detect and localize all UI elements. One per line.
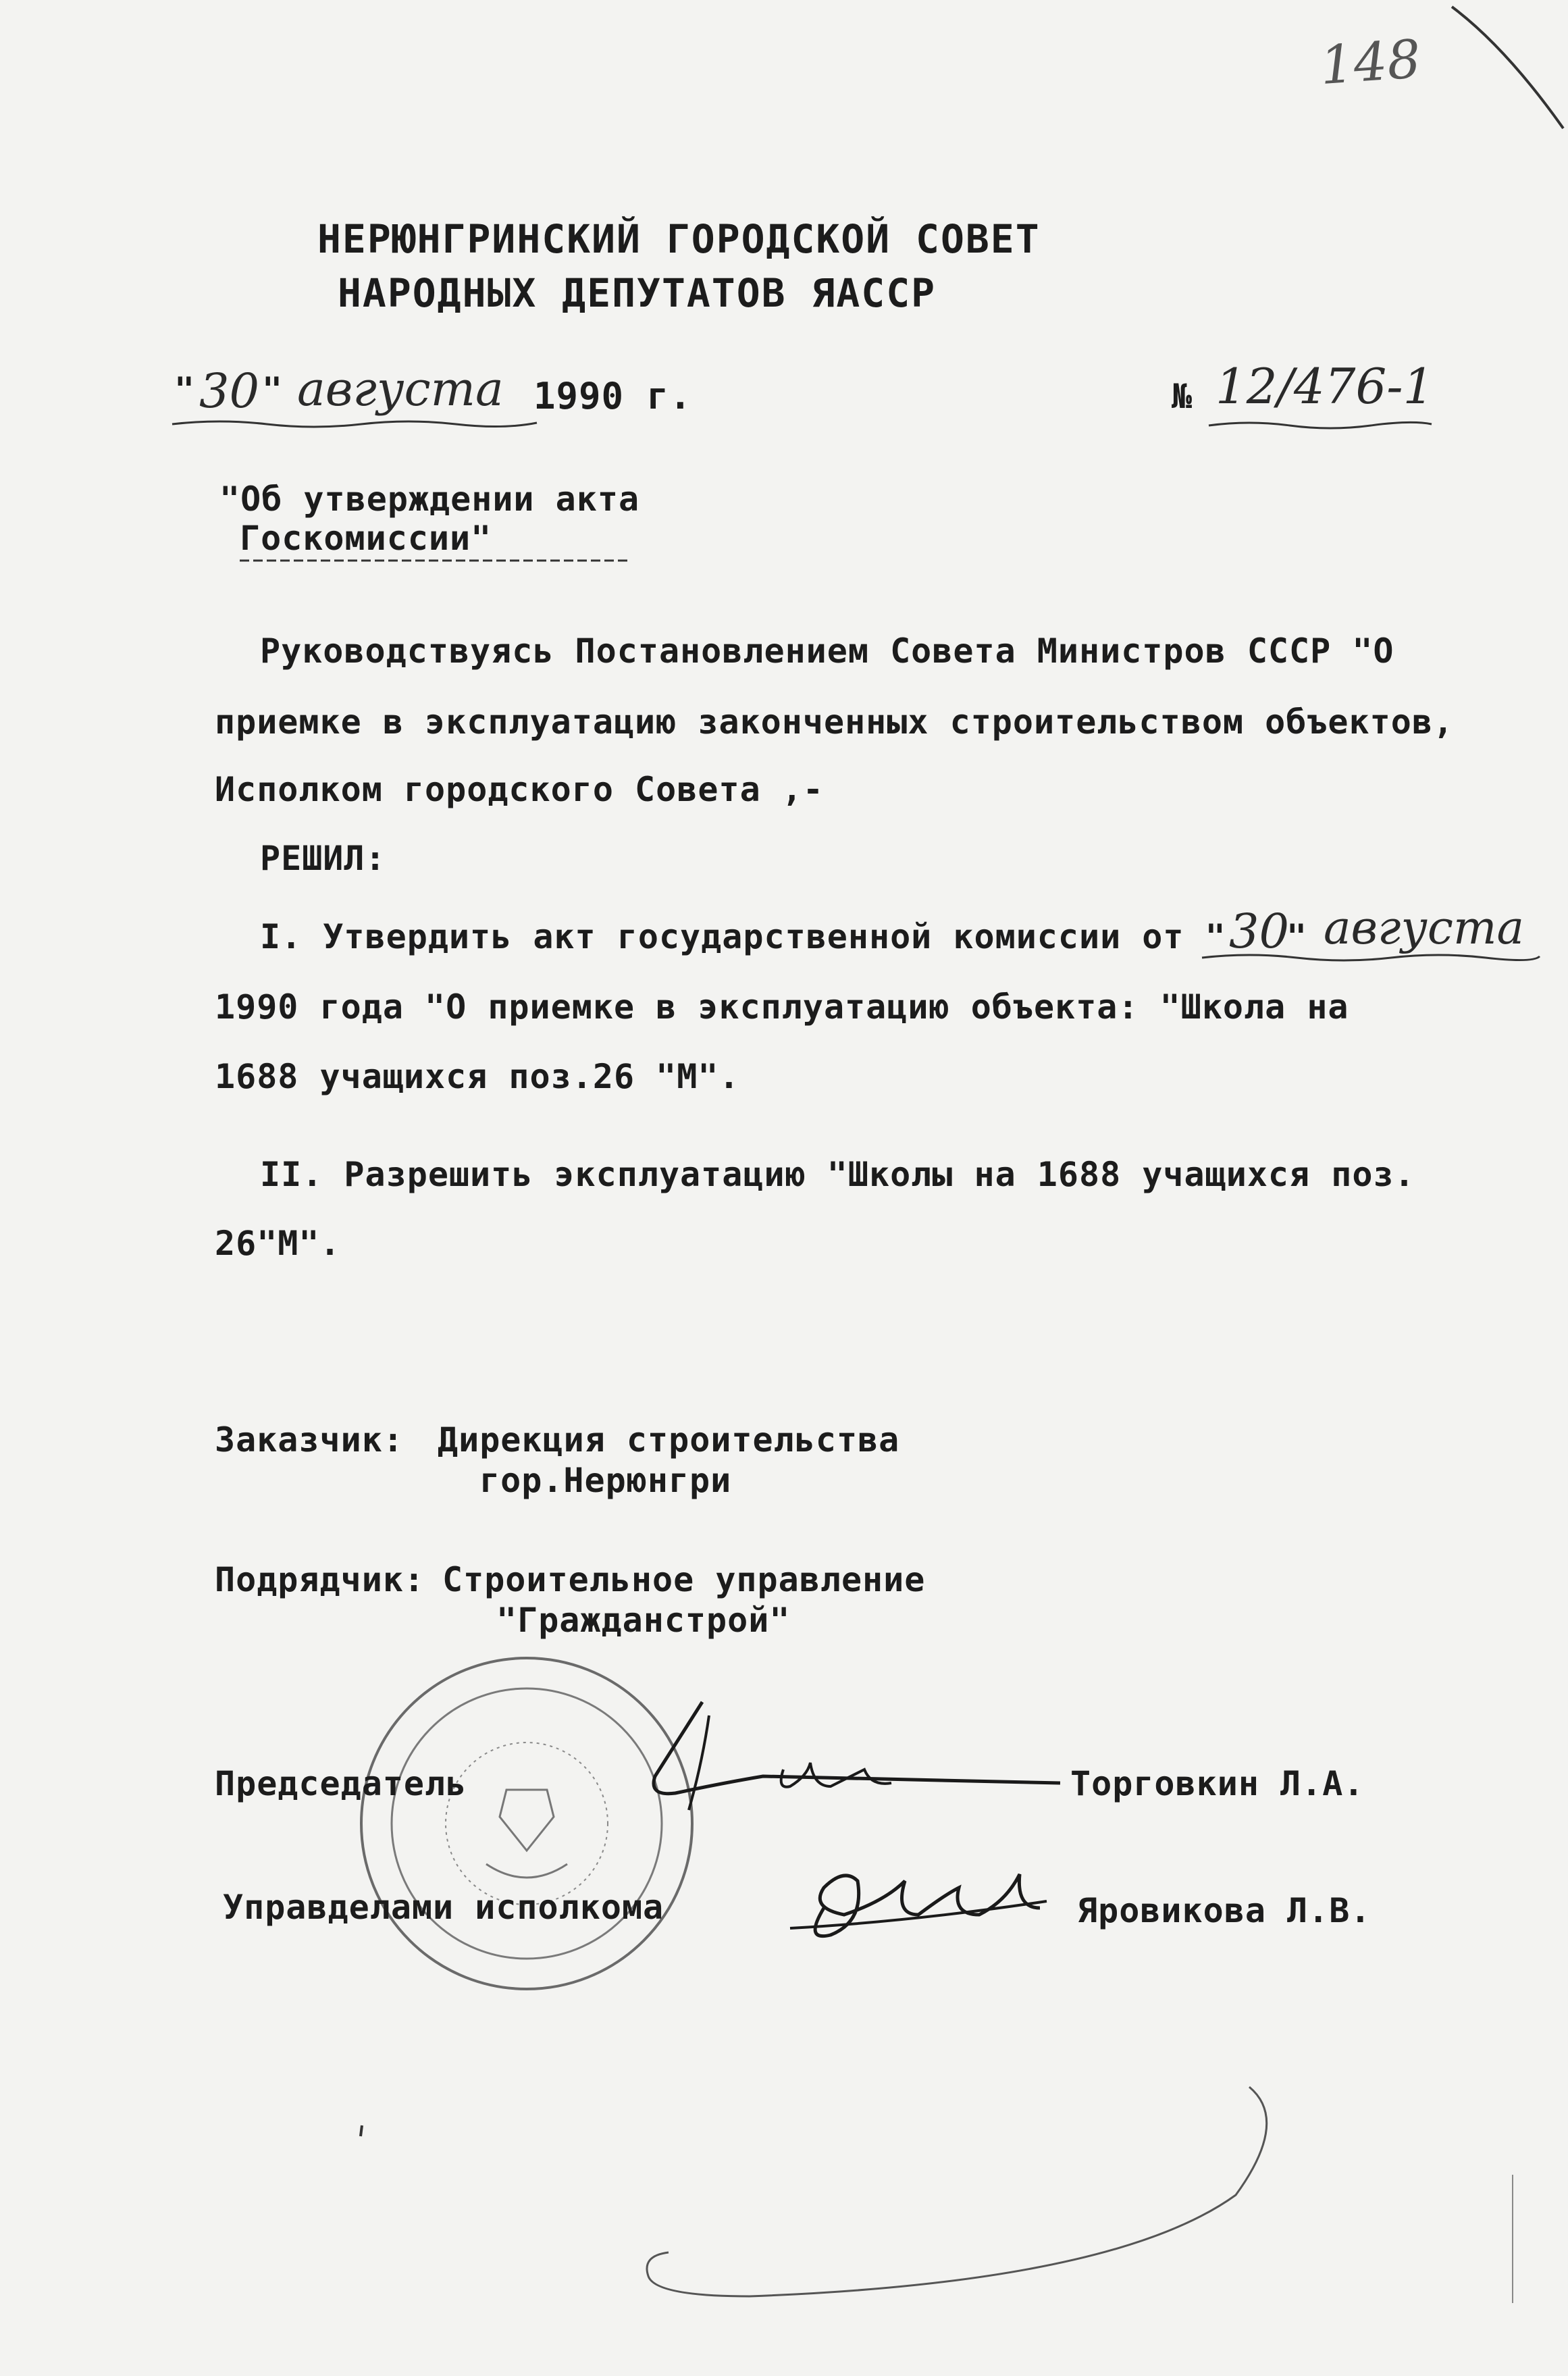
subject-line-2: Госкомиссии" bbox=[240, 519, 492, 558]
item1-day: 30 bbox=[1229, 904, 1290, 959]
customer-line-2: гор.Нерюнгри bbox=[479, 1461, 732, 1500]
date-close-quote: " bbox=[262, 370, 284, 409]
date-year: 1990 г. bbox=[533, 375, 692, 417]
para1-line-3: Исполком городского Совета ,- bbox=[215, 770, 824, 809]
date-month: августа bbox=[297, 361, 504, 417]
decided-heading: РЕШИЛ: bbox=[260, 839, 386, 878]
chairman-name: Торговкин Л.А. bbox=[1070, 1764, 1365, 1803]
manager-label: Управделами исполкома bbox=[223, 1888, 664, 1927]
customer-label: Заказчик: bbox=[215, 1420, 404, 1460]
scan-artifact-dot bbox=[358, 2124, 367, 2138]
contractor-line-1: Строительное управление bbox=[442, 1560, 926, 1599]
manager-signature bbox=[777, 1840, 1060, 1955]
scan-artifact-curve bbox=[642, 2080, 1519, 2303]
item1-line-1: I. Утвердить акт государственной комиссии от " bbox=[260, 917, 1226, 956]
subject-underline bbox=[240, 554, 631, 567]
para1-line-2: приемке в эксплуатацию законченных строительством объектов, bbox=[215, 702, 1455, 742]
date-day: 30 bbox=[199, 363, 260, 419]
item1-line-2: 1990 года "О приемке в эксплуатацию объекта: "Школа на bbox=[215, 987, 1349, 1027]
corner-fold-line bbox=[1452, 0, 1567, 135]
item1-month: августа bbox=[1324, 902, 1525, 955]
manager-name: Яровикова Л.В. bbox=[1077, 1891, 1371, 1930]
para1-line-1: Руководствуясь Постановлением Совета Министров СССР "О bbox=[260, 631, 1394, 671]
item1-line-3: 1688 учащихся поз.26 "М". bbox=[215, 1057, 740, 1096]
contractor-line-2: "Гражданстрой" bbox=[496, 1601, 791, 1640]
subject-line-1: "Об утверждении акта bbox=[219, 480, 640, 519]
item1-date-underline bbox=[1202, 951, 1540, 964]
doc-number-value: 12/476-1 bbox=[1216, 358, 1434, 415]
customer-line-1: Дирекция строительства bbox=[438, 1420, 900, 1460]
doc-number-prefix: № bbox=[1172, 377, 1193, 416]
date-underline bbox=[172, 417, 537, 431]
chairman-label: Председатель bbox=[215, 1764, 467, 1803]
contractor-label: Подрядчик: bbox=[215, 1560, 425, 1599]
chairman-signature bbox=[628, 1675, 1060, 1851]
date-open-quote: " bbox=[174, 370, 196, 409]
header-line-2: НАРОДНЫХ ДЕПУТАТОВ ЯАССР bbox=[338, 270, 937, 316]
item2-line-2: 26"М". bbox=[215, 1224, 341, 1263]
doc-number-underline bbox=[1209, 419, 1432, 432]
item2-line-1: II. Разрешить эксплуатацию "Школы на 1688 учащихся поз. bbox=[260, 1155, 1415, 1194]
header-line-1: НЕРЮНГРИНСКИЙ ГОРОДСКОЙ СОВЕТ bbox=[317, 216, 1041, 262]
item1-quote: " bbox=[1286, 917, 1308, 956]
archive-number: 148 bbox=[1318, 28, 1423, 97]
